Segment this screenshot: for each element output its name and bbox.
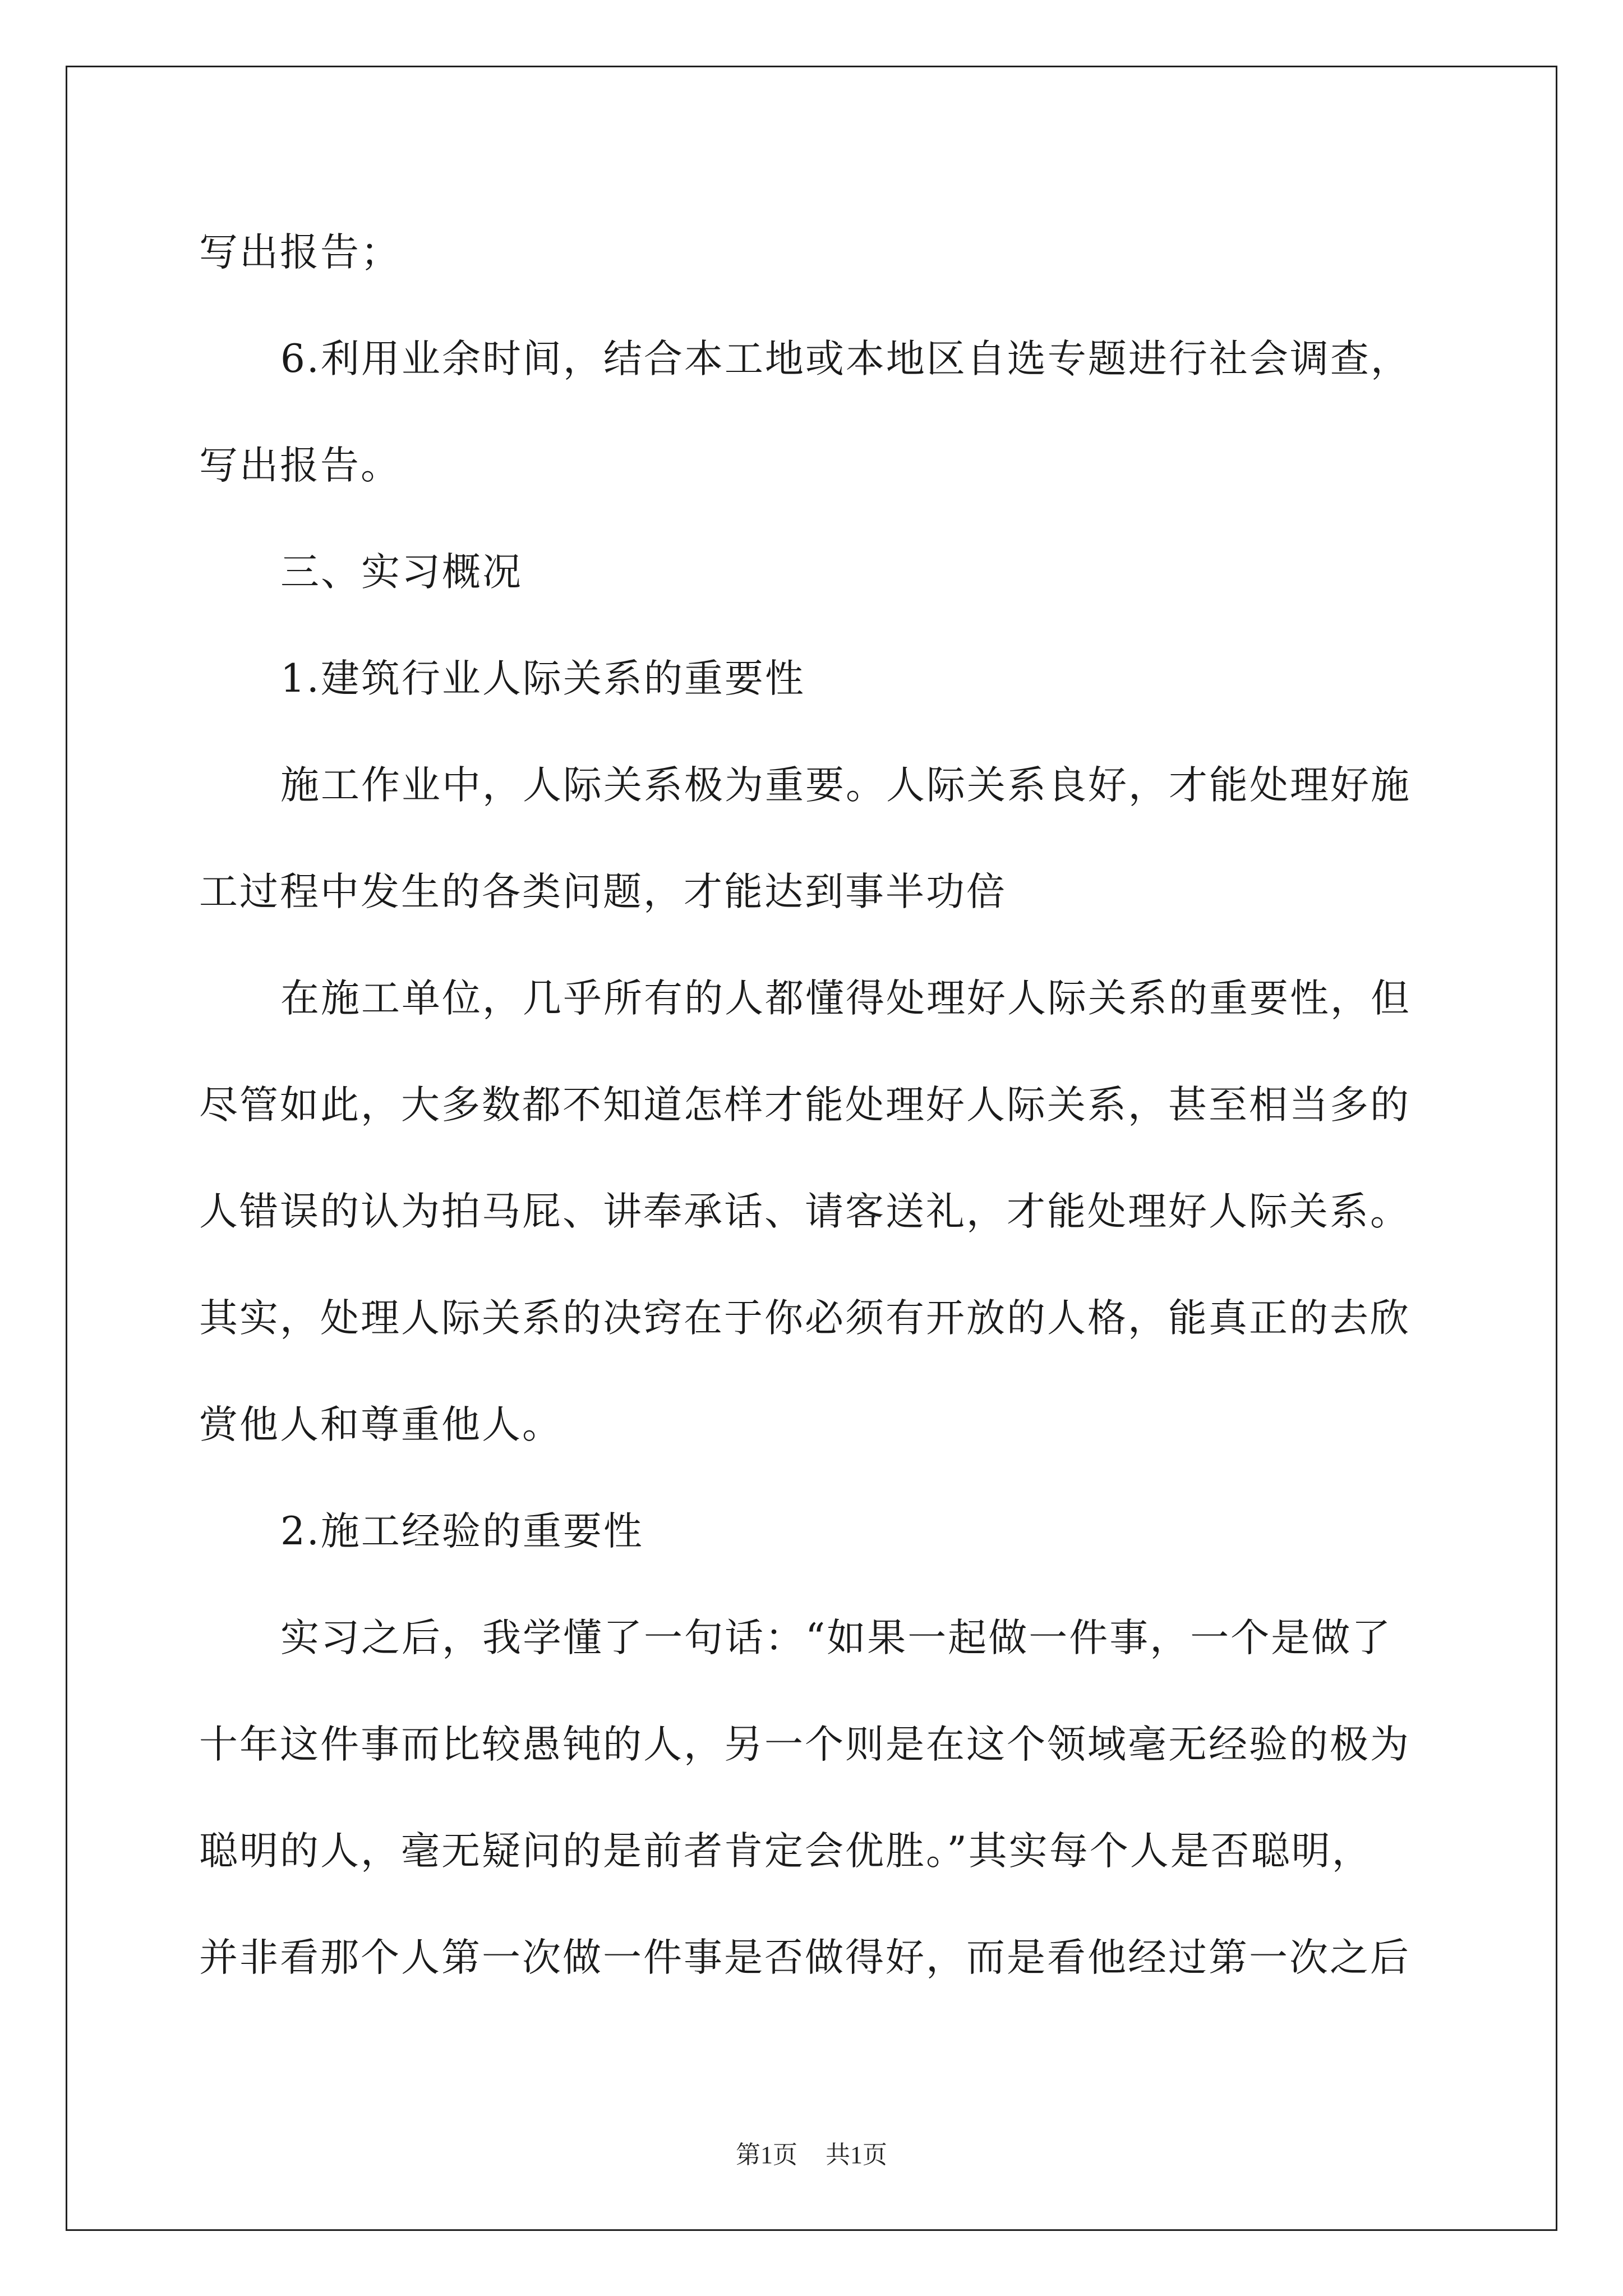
text-line: 尽管如此，大多数都不知道怎样才能处理好人际关系，甚至相当多的 (199, 1083, 1410, 1128)
section-heading: 三、实习概况 (280, 550, 523, 595)
page-border (66, 66, 1557, 2231)
text-line: 写出报告； (199, 230, 401, 275)
page-number: 第1页 (736, 2141, 797, 2169)
text-line: 并非看那个人第一次做一件事是否做得好，而是看他经过第一次之后 (199, 1935, 1410, 1980)
text-line: 赏他人和尊重他人。 (199, 1402, 562, 1447)
text-line: 6.利用业余时间，结合本工地或本地区自选专题进行社会调查， (280, 337, 1411, 381)
page-footer (0, 2134, 1623, 2170)
subsection-heading: 2.施工经验的重要性 (280, 1509, 644, 1554)
text-line: 工过程中发生的各类问题，才能达到事半功倍 (199, 869, 1007, 914)
text-line: 实习之后，我学懂了一句话：“如果一起做一件事，一个是做了 (280, 1616, 1393, 1660)
text-line: 十年这件事而比较愚钝的人，另一个则是在这个领域毫无经验的极为 (199, 1722, 1410, 1767)
subsection-heading: 1.建筑行业人际关系的重要性 (280, 656, 805, 701)
text-line: 在施工单位，几乎所有的人都懂得处理好人际关系的重要性，但 (280, 976, 1411, 1021)
page-total: 共1页 (826, 2141, 887, 2169)
text-line: 人错误的认为拍马屁、讲奉承话、请客送礼，才能处理好人际关系。 (199, 1189, 1410, 1234)
text-line: 其实，处理人际关系的决窍在于你必须有开放的人格，能真正的去欣 (199, 1296, 1410, 1341)
text-line: 写出报告。 (199, 443, 401, 488)
text-line: 施工作业中，人际关系极为重要。人际关系良好，才能处理好施 (280, 763, 1411, 808)
text-line: 聪明的人，毫无疑问的是前者肯定会优胜。”其实每个人是否聪明， (199, 1829, 1372, 1874)
